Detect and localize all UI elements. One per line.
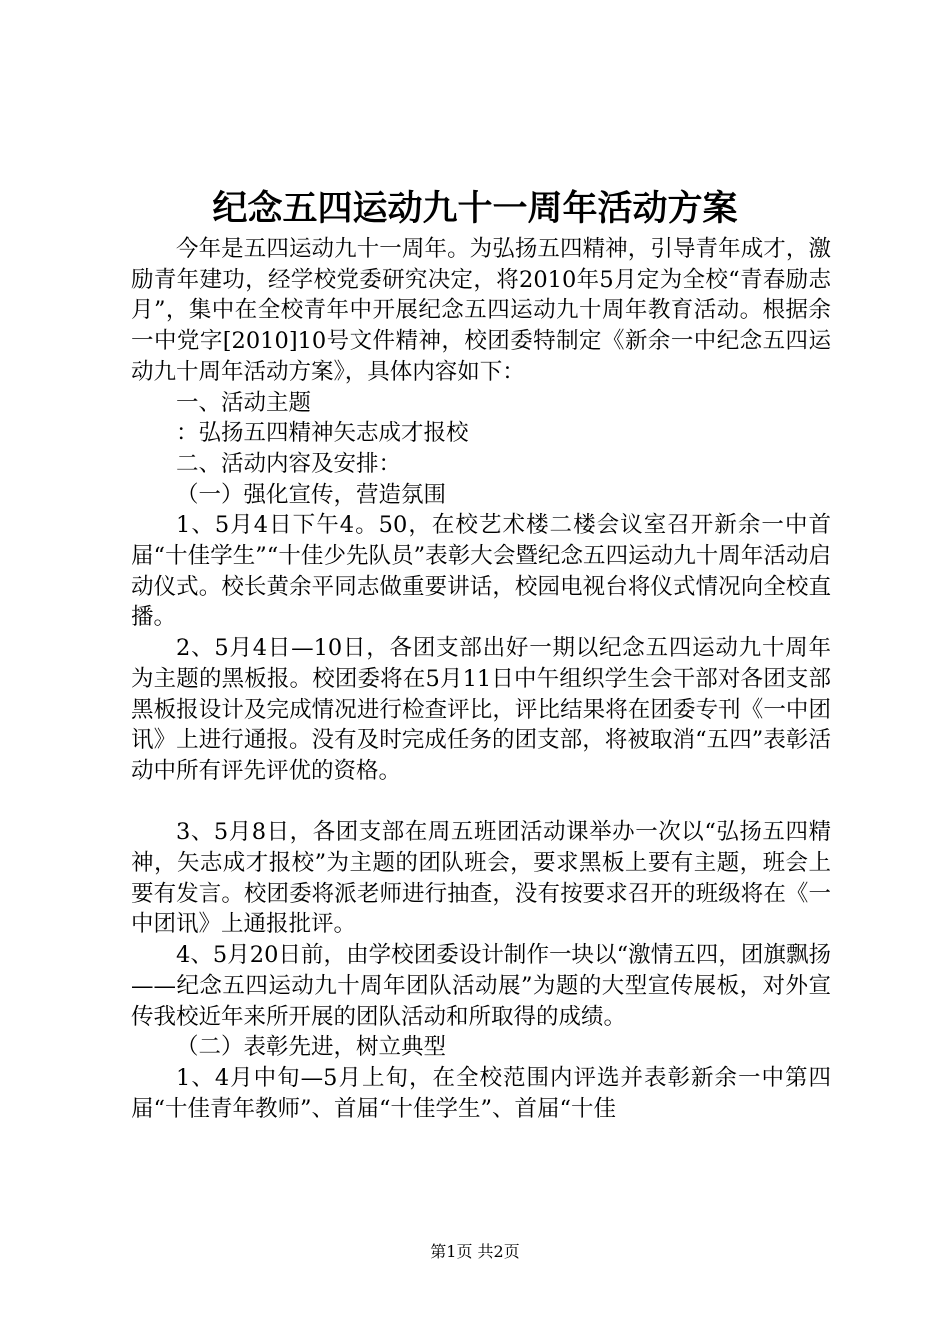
subheading-commendation: （二）表彰先进，树立典型 xyxy=(176,1034,447,1061)
heading-activity-theme: 一、活动主题 xyxy=(176,389,312,416)
paragraph-item-3: 3、5月8日，各团支部在周五班团活动课举办一次以“弘扬五四精神，矢志成才报校”为主题的团队班会，要求黑板上要有主题，班会上要有发言。校团委将派老师进行抽查，没有按要求召开的班级将在《一中团讯》上通报批评。 xyxy=(131,819,831,938)
subheading-publicity: （一）强化宣传，营造氛围 xyxy=(176,481,447,508)
document-body xyxy=(131,234,831,1124)
heading-activity-content: 二、活动内容及安排： xyxy=(176,450,402,477)
paragraph-theme: ：弘扬五四精神矢志成才报校 xyxy=(176,420,469,447)
paragraph-item-1: 1、5月4日下午4。50，在校艺术楼二楼会议室召开新余一中首届“十佳学生”“十佳少先队员”表彰大会暨纪念五四运动九十周年活动启动仪式。校长黄余平同志做重要讲话，校园电视台将仪式情况向全校直播。 xyxy=(131,512,831,631)
paragraph-intro: 今年是五四运动九十一周年。为弘扬五四精神，引导青年成才，激励青年建功，经学校党委研究决定，将2010年5月定为全校“青春励志月”，集中在全校青年中开展纪念五四运动九十周年教育活动。根据余一中党字[2010]10号文件精神，校团委特制定《新余一中纪念五四运动九十周年活动方案》，具体内容如下： xyxy=(131,236,831,385)
paragraph-commendation-1: 1、4月中旬—5月上旬，在全校范围内评选并表彰新余一中第四届“十佳青年教师”、首届“十佳学生”、首届“十佳 xyxy=(131,1064,831,1122)
paragraph-item-2: 2、5月4日—10日，各团支部出好一期以纪念五四运动九十周年为主题的黑板报。校团委将在5月11日中午组织学生会干部对各团支部黑板报设计及完成情况进行检查评比，评比结果将在团委专刊《一中团讯》上进行通报。没有及时完成任务的团支部，将被取消“五四”表彰活动中所有评先评优的资格。 xyxy=(131,635,831,784)
document-title: 纪念五四运动九十一周年活动方案 xyxy=(212,188,738,229)
blank-line xyxy=(131,787,831,818)
page-number: 第1页 共2页 xyxy=(430,1242,520,1261)
paragraph-item-4: 4、5月20日前，由学校团委设计制作一块以“激情五四，团旗飘扬——纪念五四运动九十周年团队活动展”为题的大型宣传展板，对外宣传我校近年来所开展的团队活动和所取得的成绩。 xyxy=(131,942,831,1030)
